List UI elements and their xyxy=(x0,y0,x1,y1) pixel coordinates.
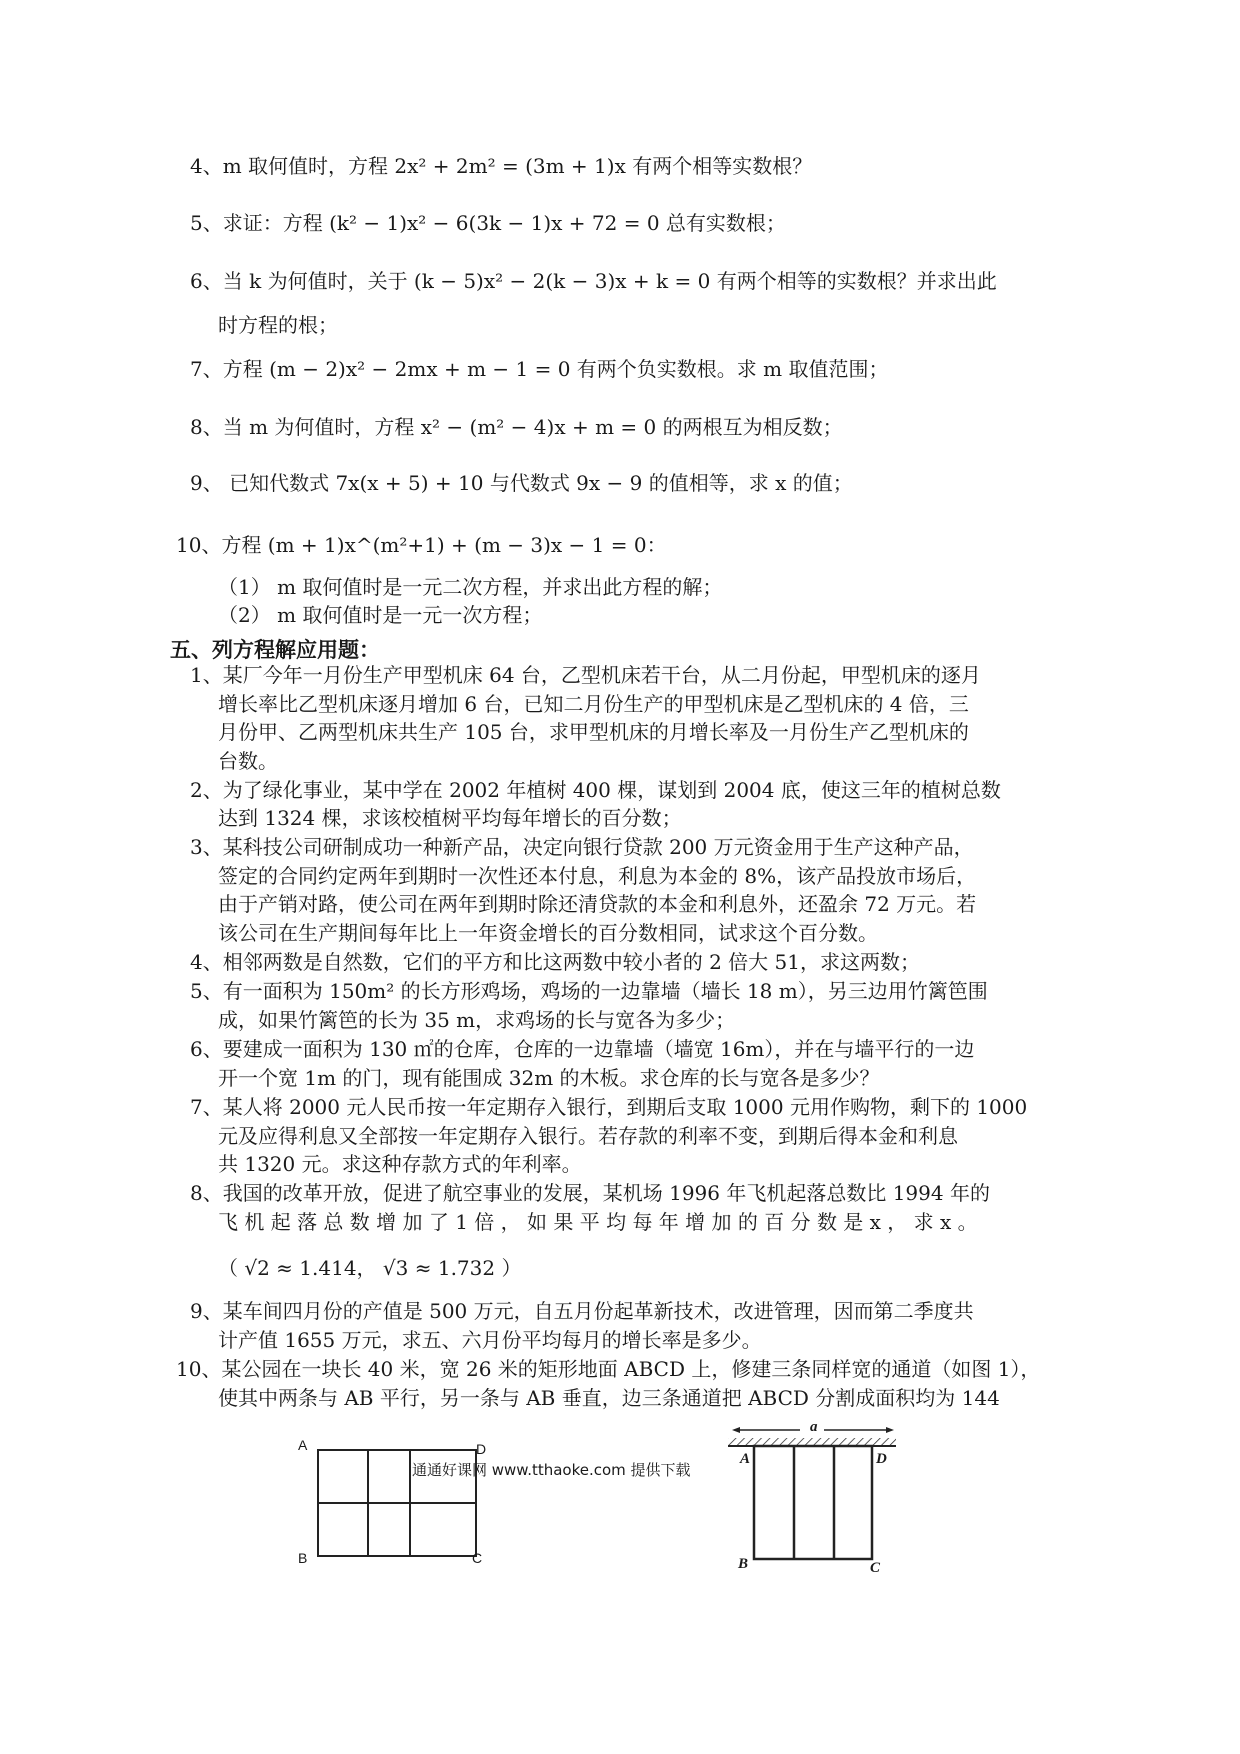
app-question-4: 4、相邻两数是自然数，它们的平方和比这两数中较小者的 2 倍大 51，求这两数； xyxy=(190,950,920,974)
question-10 xyxy=(176,533,667,557)
app-question-1-line: 台数。 xyxy=(218,749,278,773)
app-question-5-line: 成，如果竹篱笆的长为 35 m，求鸡场的长与宽各为多少； xyxy=(218,1008,736,1032)
question-text: m 取何值时，方程 2x² + 2m² = (3m + 1)x 有两个相等实数根？ xyxy=(222,154,813,178)
question-number: 10、 xyxy=(176,533,222,557)
app-question-3: 3、某科技公司研制成功一种新产品，决定向银行贷款 200 万元资金用于生产这种产品， xyxy=(190,835,974,859)
figure-2-label-a: A xyxy=(740,1451,751,1467)
question-7 xyxy=(190,357,888,381)
figure-2-label-d: D xyxy=(876,1451,887,1467)
figure-2-label-b: B xyxy=(738,1556,749,1572)
question-text: 方程 (m − 2)x² − 2mx + m − 1 = 0 有两个负实数根。求 m 取值范围； xyxy=(222,357,889,381)
figure-2-label-a-length: a xyxy=(810,1419,818,1435)
question-number: 9、 xyxy=(190,471,223,495)
app-question-3-line: 由于产销对路，使公司在两年到期时除还清贷款的本金和利息外，还盈余 72 万元。若 xyxy=(218,892,977,916)
figure-1-label-d: D xyxy=(476,1441,487,1457)
app-question-5: 5、有一面积为 150m² 的长方形鸡场，鸡场的一边靠墙（墙长 18 m），另三边用竹篱笆围 xyxy=(190,979,988,1003)
app-question-9: 9、某车间四月份的产值是 500 万元，自五月份起革新技术，改进管理，因而第二季度共 xyxy=(190,1299,974,1323)
app-question-1-line: 月份甲、乙两型机床共生产 105 台，求甲型机床的月增长率及一月份生产乙型机床的 xyxy=(218,720,969,744)
figure-1-label-a: A xyxy=(298,1437,308,1453)
question-10-sub-2: （2） m 取何值时是一元一次方程； xyxy=(218,603,543,627)
app-question-2: 2、为了绿化事业，某中学在 2002 年植树 400 棵，谋划到 2004 底，使这三年的植树总数 xyxy=(190,778,1001,802)
question-9 xyxy=(190,471,853,495)
app-question-7-line: 共 1320 元。求这种存款方式的年利率。 xyxy=(218,1152,582,1176)
question-number: 7、 xyxy=(190,357,223,381)
section-title: 五、列方程解应用题： xyxy=(170,638,380,662)
footer-watermark: 通通好课网 www.tthaoke.com 提供下载 xyxy=(412,1461,691,1479)
figure-1-label-b: B xyxy=(298,1550,308,1566)
app-question-8-line: 飞 机 起 落 总 数 增 加 了 1 倍 ， 如 果 平 均 每 年 增 加 的 百 分 数 是 x ， 求 x 。 xyxy=(218,1210,978,1234)
app-question-10: 10、某公园在一块长 40 米，宽 26 米的矩形地面 ABCD 上，修建三条同样宽的通道（如图 1）， xyxy=(176,1357,1041,1381)
app-question-3-line: 该公司在生产期间每年比上一年资金增长的百分数相同，试求这个百分数。 xyxy=(218,921,878,945)
figure-2-wall-diagram xyxy=(724,1424,904,1574)
app-question-8-hint: （ √2 ≈ 1.414， √3 ≈ 1.732 ） xyxy=(218,1256,522,1280)
question-number: 8、 xyxy=(190,415,223,439)
question-6-continuation: 时方程的根； xyxy=(218,313,338,337)
app-question-10-line: 使其中两条与 AB 平行，另一条与 AB 垂直，边三条通道把 ABCD 分割成面积均为 144 xyxy=(218,1386,1000,1410)
question-4 xyxy=(190,154,812,178)
question-text: 求证：方程 (k² − 1)x² − 6(3k − 1)x + 72 = 0 总有实数根； xyxy=(222,211,786,235)
app-question-1: 1、某厂今年一月份生产甲型机床 64 台，乙型机床若干台，从二月份起，甲型机床的逐月 xyxy=(190,663,981,687)
app-question-1-line: 增长率比乙型机床逐月增加 6 台，已知二月份生产的甲型机床是乙型机床的 4 倍，三 xyxy=(218,692,969,716)
question-number: 5、 xyxy=(190,211,223,235)
app-question-8: 8、我国的改革开放，促进了航空事业的发展，某机场 1996 年飞机起落总数比 1994 年的 xyxy=(190,1181,990,1205)
question-text: 已知代数式 7x(x + 5) + 10 与代数式 9x − 9 的值相等，求 x 的值； xyxy=(222,471,853,495)
figure-1-label-c: C xyxy=(472,1550,483,1566)
question-text: 当 k 为何值时，关于 (k − 5)x² − 2(k − 3)x + k = 0 有两个相等的实数根？并求出此 xyxy=(222,269,997,293)
app-question-2-line: 达到 1324 棵，求该校植树平均每年增长的百分数； xyxy=(218,806,682,830)
app-question-6-line: 开一个宽 1m 的门，现有能围成 32m 的木板。求仓库的长与宽各是多少？ xyxy=(218,1066,880,1090)
figure-1-grid xyxy=(300,1430,500,1570)
question-6 xyxy=(190,269,997,293)
app-question-9-line: 计产值 1655 万元，求五、六月份平均每月的增长率是多少。 xyxy=(218,1328,762,1352)
app-question-6: 6、要建成一面积为 130 ㎡的仓库，仓库的一边靠墙（墙宽 16m），并在与墙平行的一边 xyxy=(190,1037,975,1061)
question-number: 4、 xyxy=(190,154,223,178)
app-question-7-line: 元及应得利息又全部按一年定期存入银行。若存款的利率不变，到期后得本金和利息 xyxy=(218,1124,958,1148)
question-10-sub-1: （1） m 取何值时是一元二次方程，并求出此方程的解； xyxy=(218,575,723,599)
question-text: 方程 (m + 1)x^(m²+1) + (m − 3)x − 1 = 0： xyxy=(221,533,667,557)
question-8 xyxy=(190,415,843,439)
app-question-3-line: 签定的合同约定两年到期时一次性还本付息，利息为本金的 8%，该产品投放市场后， xyxy=(218,864,977,888)
question-number: 6、 xyxy=(190,269,223,293)
question-5 xyxy=(190,211,786,235)
app-question-7: 7、某人将 2000 元人民币按一年定期存入银行，到期后支取 1000 元用作购物，剩下的 1000 xyxy=(190,1095,1028,1119)
question-text: 当 m 为何值时，方程 x² − (m² − 4)x + m = 0 的两根互为相反数； xyxy=(222,415,843,439)
figure-2-label-c: C xyxy=(870,1560,881,1576)
